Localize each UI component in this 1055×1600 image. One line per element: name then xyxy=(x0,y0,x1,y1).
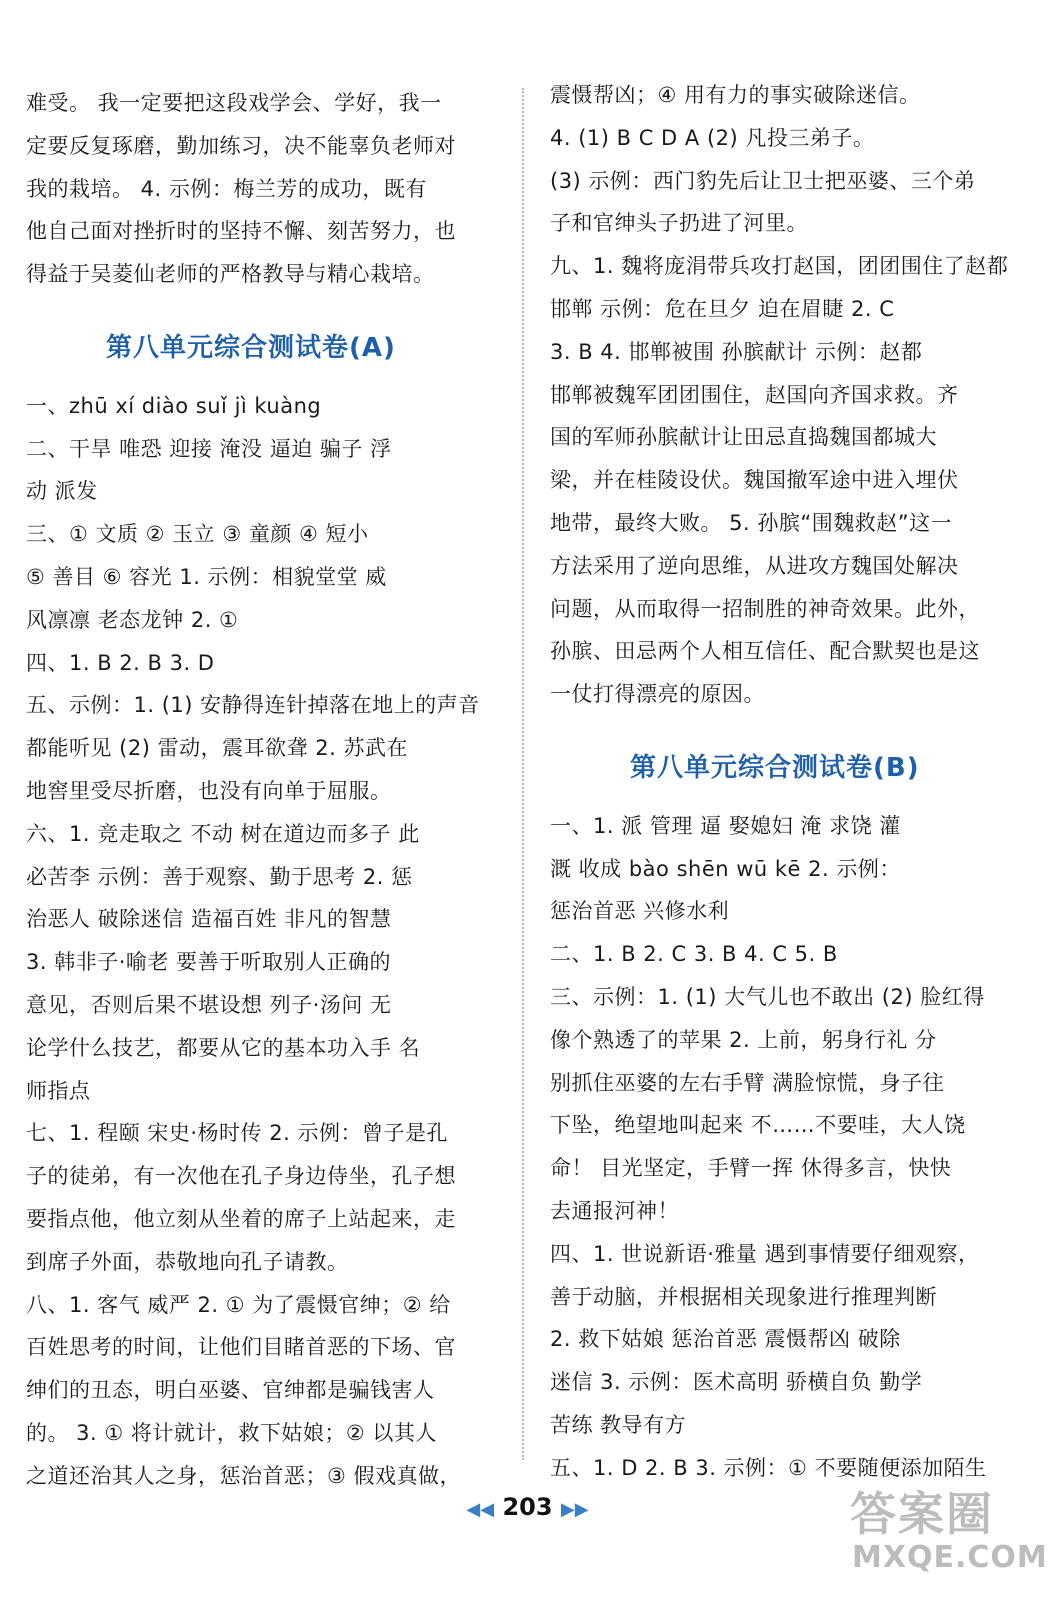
answer-line: 要指点他，他立刻从坐着的席子上站起来，走 xyxy=(26,1207,456,1231)
answer-line: 治恶人 破除迷信 造福百姓 非凡的智慧 xyxy=(26,907,392,932)
answer-line: 问题，从而取得一招制胜的神奇效果。此外， xyxy=(550,596,980,621)
answer-line: 一、1. 派 管理 逼 娶媳妇 淹 求饶 灌 xyxy=(550,813,901,838)
watermark-title: 答案圈 xyxy=(850,1487,994,1541)
answer-line: 必苦李 示例：善于观察、勤于思考 2. 惩 xyxy=(26,864,413,889)
answer-line: 子的徒弟，有一次他在孔子身边侍坐，孔子想 xyxy=(26,1164,456,1189)
answer-line: 像个熟透了的苹果 2. 上前，躬身行礼 分 xyxy=(550,1027,937,1052)
answer-line: 命！ 目光坚定，手臂一挥 休得多言，快快 xyxy=(550,1156,952,1181)
answer-line: 六、1. 竞走取之 不动 树在道边而多子 此 xyxy=(26,821,420,846)
answer-line: 善于动脑，并根据相关现象进行推理判断 xyxy=(550,1284,937,1309)
answer-line: 3. B 4. 邯郸被围 孙膑献计 示例：赵都 xyxy=(550,339,923,364)
answer-line: 都能听见 (2) 雷动，震耳欲聋 2. 苏武在 xyxy=(26,736,408,761)
answer-line: 七、1. 程颐 宋史·杨时传 2. 示例：曾子是孔 xyxy=(26,1121,448,1146)
answer-line: 国的军师孙膑献计让田忌直捣魏国都城大 xyxy=(550,425,937,450)
answer-line: 到席子外面，恭敬地向孔子请教。 xyxy=(26,1249,349,1274)
answer-line: 惩治首恶 兴修水利 xyxy=(550,899,730,924)
answer-line: 方法采用了逆向思维，从进攻方魏国处解决 xyxy=(550,553,959,578)
page-number: 203 xyxy=(502,1493,553,1521)
answer-line: 他自己面对挫折时的坚持不懈、刻苦努力，也 xyxy=(26,219,456,244)
answer-line: 之道还治其人之身，惩治首恶；③ 假戏真做， xyxy=(26,1463,461,1488)
answer-line: 得益于吴菱仙老师的严格教导与精心栽培。 xyxy=(26,262,435,287)
answer-line: 百姓思考的时间，让他们目睹首恶的下场、官 xyxy=(26,1335,456,1360)
answer-line: 绅们的丑态，明白巫婆、官绅都是骗钱害人 xyxy=(26,1378,435,1403)
answer-line: 四、1. 世说新语·雅量 遇到事情要仔细观察， xyxy=(550,1241,980,1266)
section-heading: 第八单元综合测试卷(A) xyxy=(106,333,396,363)
answer-line: 子和官绅头子扔进了河里。 xyxy=(550,211,808,236)
section-heading: 第八单元综合测试卷(B) xyxy=(630,753,920,783)
answer-line: 四、1. B 2. B 3. D xyxy=(26,650,215,675)
answer-line: 邯郸被魏军团团围住，赵国向齐国求救。齐 xyxy=(550,382,959,407)
answer-line: 二、1. B 2. C 3. B 4. C 5. B xyxy=(550,942,838,967)
answer-line: 梁，并在桂陵设伏。魏国撤军途中进入埋伏 xyxy=(550,468,959,493)
answer-line: 意见，否则后果不堪设想 列子·汤问 无 xyxy=(26,993,392,1017)
answer-line: 孙膑、田忌两个人相互信任、配合默契也是这 xyxy=(550,639,980,664)
answer-line: 的。 3. ① 将计就计，救下姑娘；② 以其人 xyxy=(26,1421,437,1445)
answer-line: 九、1. 魏将庞涓带兵攻打赵国，团团围住了赵都 xyxy=(550,254,1009,279)
answer-line: 苦练 教导有方 xyxy=(550,1413,687,1437)
answer-line: 二、干旱 唯恐 迎接 淹没 逼迫 骗子 浮 xyxy=(26,436,392,461)
answer-line: 3. 韩非子·喻老 要善于听取别人正确的 xyxy=(26,950,392,975)
answer-line: 一仗打得漂亮的原因。 xyxy=(550,682,765,707)
answer-line: ⑤ 善目 ⑥ 容光 1. 示例：相貌堂堂 威 xyxy=(26,565,387,589)
answer-line: 去通报河神！ xyxy=(550,1199,679,1223)
answer-line: 4. (1) B C D A (2) 凡投三弟子。 xyxy=(550,125,875,150)
answer-line: 地窖里受尽折磨，也没有向单于屈服。 xyxy=(26,779,392,803)
answer-line: 2. 救下姑娘 惩治首恶 震慑帮凶 破除 xyxy=(550,1327,901,1352)
answer-line: 论学什么技艺，都要从它的基本功入手 名 xyxy=(26,1035,421,1060)
answer-line: 五、示例：1. (1) 安静得连针掉落在地上的声音 xyxy=(26,693,480,718)
answer-line: 定要反复琢磨，勤加练习，决不能辜负老师对 xyxy=(26,133,456,158)
answer-line: (3) 示例：西门豹先后让卫士把巫婆、三个弟 xyxy=(550,168,976,193)
answer-line: 难受。 我一定要把这段戏学会、学好，我一 xyxy=(26,91,442,115)
answer-line: 师指点 xyxy=(26,1078,91,1103)
answer-line: 迷信 3. 示例：医术高明 骄横自负 勤学 xyxy=(550,1370,923,1395)
answer-line: 震慑帮凶；④ 用有力的事实破除迷信。 xyxy=(550,83,921,107)
answer-line: 三、示例：1. (1) 大气儿也不敢出 (2) 脸红得 xyxy=(550,985,985,1009)
answer-line: 动 派发 xyxy=(26,479,98,504)
watermark-logo xyxy=(844,1478,1048,1588)
answer-line: 别抓住巫婆的左右手臂 满脸惊慌，身子往 xyxy=(550,1070,945,1095)
watermark-url: MXQE.COM xyxy=(852,1540,1048,1575)
answer-line: 溉 收成 bào shēn wū kē 2. 示例： xyxy=(550,856,901,881)
column-divider xyxy=(522,88,524,1460)
next-arrows-icon: ▶▶ xyxy=(560,1499,589,1520)
prev-arrows-icon: ◀◀ xyxy=(466,1499,495,1520)
answer-line: 五、1. D 2. B 3. 示例：① 不要随便添加陌生 xyxy=(550,1455,987,1480)
answer-line: 下坠，绝望地叫起来 不……不要哇，大人饶 xyxy=(550,1113,966,1138)
answer-line: 邯郸 示例：危在旦夕 迫在眉睫 2. C xyxy=(550,297,895,321)
answer-line: 风凛凛 老态龙钟 2. ① xyxy=(26,607,239,632)
answer-line: 我的栽培。 4. 示例：梅兰芳的成功，既有 xyxy=(26,176,427,201)
answer-line: 一、zhū xí diào suǐ jì kuàng xyxy=(26,393,322,418)
answer-line: 三、① 文质 ② 玉立 ③ 童颜 ④ 短小 xyxy=(26,522,369,547)
answer-line: 八、1. 客气 威严 2. ① 为了震慑官绅；② 给 xyxy=(26,1292,451,1317)
answer-line: 地带，最终大败。 5. 孙膑“围魏救赵”这一 xyxy=(550,511,953,535)
